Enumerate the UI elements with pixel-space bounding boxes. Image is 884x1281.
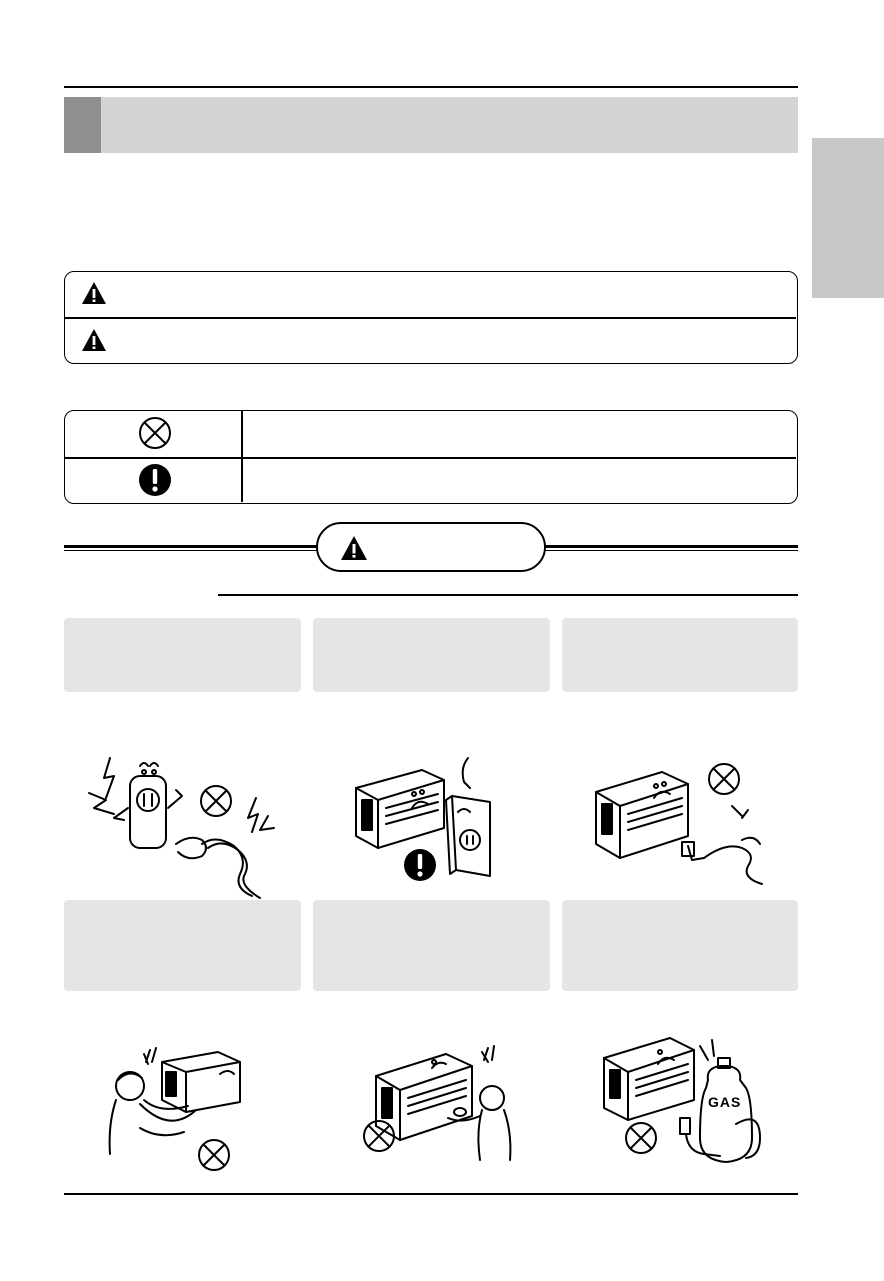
section-title-band (64, 97, 798, 153)
panel-3-caption (562, 618, 798, 692)
bottom-rule (64, 1193, 798, 1195)
caution-triangle-icon (81, 328, 107, 357)
warning-banner (316, 522, 546, 572)
gas-cylinder-label: GAS (708, 1094, 742, 1110)
banner-warning-icon (340, 535, 368, 566)
panel-4-caption (64, 900, 301, 991)
subheading-rule (218, 594, 798, 596)
panel-6-prohibition-icon (624, 1121, 658, 1160)
panel-1-prohibition-icon (199, 784, 233, 823)
symbol-box-column-divider (241, 411, 243, 502)
panel-1-caption (64, 618, 301, 692)
symbol-box-row-divider (65, 457, 796, 459)
panel-6-caption (562, 900, 798, 991)
side-tab (812, 138, 884, 298)
panel-2-caption (313, 618, 550, 692)
warning-triangle-icon (81, 281, 107, 310)
panel-5-prohibition-icon (362, 1119, 396, 1158)
banner-rule-right-bottom (544, 550, 798, 551)
electric-shock-plug-illustration (84, 748, 284, 898)
symbol-legend-box (64, 410, 798, 504)
banner-rule-left-top (64, 545, 318, 548)
warning-caution-box (64, 271, 798, 364)
banner-rule-right-top (544, 545, 798, 548)
panel-4-prohibition-icon (197, 1138, 231, 1177)
top-rule (64, 86, 798, 88)
banner-rule-left-bottom (64, 550, 318, 551)
panel-3-prohibition-icon (707, 762, 741, 801)
section-title-marker (64, 97, 101, 153)
prohibition-circle-icon (138, 416, 172, 455)
warning-box-divider (65, 317, 796, 319)
panel-2-mandatory-icon (403, 848, 437, 887)
unit-and-damaged-cord-illustration (592, 758, 772, 888)
panel-5-caption (313, 900, 550, 991)
mandatory-exclamation-icon (138, 463, 172, 502)
